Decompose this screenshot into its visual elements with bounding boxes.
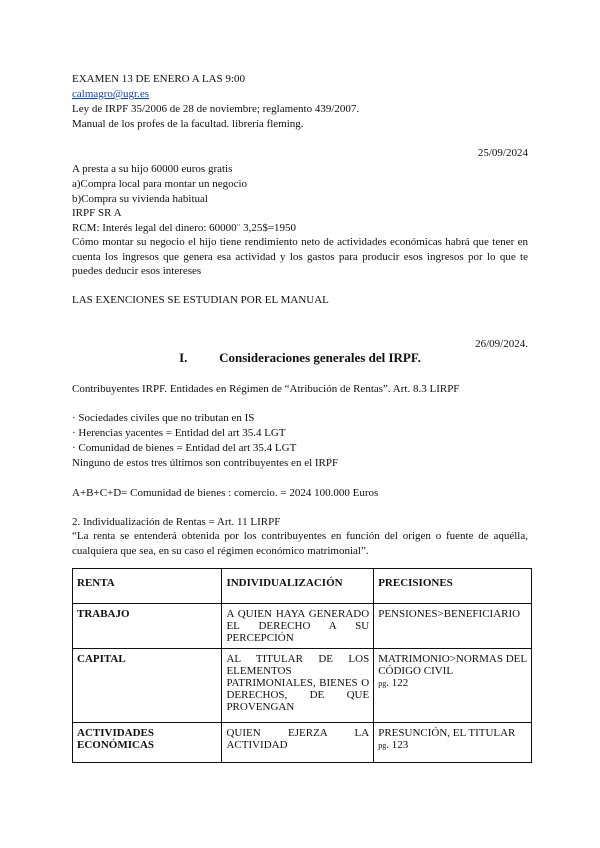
date-25-09: 25/09/2024: [477, 147, 528, 159]
section-number: I.: [179, 350, 188, 365]
precisiones-cell: [374, 649, 532, 723]
exenciones-note: LAS EXENCIONES SE ESTUDIAN POR EL MANUAL: [72, 294, 329, 306]
table-header: RENTA: [73, 569, 222, 604]
section-heading: [0, 350, 600, 366]
text-line: RCM: Interés legal del dinero: 60000¨ 3,25$=1950: [72, 222, 297, 234]
table-header: PRECISIONES: [374, 569, 532, 604]
date-26-09: 26/09/2024.: [475, 338, 528, 350]
paragraph: Cómo montar su negocio el hijo tiene rendimiento neto de actividades económicas habrá que tener en cuenta los ingresos que genera esa actividad y los gastos para producir esos ingresos por lo que te puedes deducir esos intereses: [72, 236, 528, 277]
text-line: IRPF SR A: [72, 207, 122, 219]
individualizacion-cell: QUIEN EJERZA LA ACTIVIDAD: [222, 723, 374, 763]
precisiones-text: PRESUNCIÓN, EL TITULAR: [378, 727, 516, 739]
text-line: A presta a su hijo 60000 euros gratis: [72, 163, 233, 175]
table-row: [73, 604, 532, 649]
text-line: b)Compra su vivienda habitual: [72, 193, 208, 205]
email-link[interactable]: calmagro@ugr.es: [72, 88, 150, 100]
page-number: . 123: [386, 739, 409, 751]
page-abbrev: pg: [378, 679, 387, 688]
list-item: · Comunidad de bienes = Entidad del art 35.4 LGT: [72, 442, 297, 454]
list-item: · Sociedades civiles que no tributan en IS: [72, 412, 255, 424]
individualizacion-cell: A QUIEN HAYA GENERADO EL DERECHO A SU PERCEPCIÓN: [222, 604, 374, 649]
text-line: Ninguno de estos tres últimos son contribuyentes en el IRPF: [72, 457, 339, 469]
text-line: a)Compra local para montar un negocio: [72, 178, 248, 190]
table-header: INDIVIDUALIZACIÓN: [222, 569, 374, 604]
contribuyentes-line: Contribuyentes IRPF. Entidades en Régimen de “Atribución de Rentas”. Art. 8.3 LIRPF: [72, 383, 460, 395]
rentas-table: [72, 568, 532, 763]
law-reference: Ley de IRPF 35/2006 de 28 de noviembre; reglamento 439/2007.: [72, 103, 360, 115]
section-title: Consideraciones generales del IRPF.: [219, 350, 421, 365]
subsection-title: 2. Individualización de Rentas = Art. 11 LIRPF: [72, 516, 281, 528]
renta-cell: ACTIVIDADES ECONÓMICAS: [73, 723, 222, 763]
page-number: . 122: [386, 677, 409, 689]
table-header-row: [73, 569, 532, 604]
precisiones-text: MATRIMONIO>NORMAS DEL CÓDIGO CIVIL: [378, 653, 527, 677]
list-item: · Herencias yacentes = Entidad del art 35.4 LGT: [72, 427, 286, 439]
table-row: [73, 649, 532, 723]
precisiones-cell: [374, 723, 532, 763]
manual-reference: Manual de los profes de la facultad. librería fleming.: [72, 118, 304, 130]
formula-line: A+B+C+D= Comunidad de bienes : comercio. = 2024 100.000 Euros: [72, 487, 379, 499]
page-abbrev: pg: [378, 741, 387, 750]
renta-cell: CAPITAL: [73, 649, 222, 723]
individualizacion-cell: AL TITULAR DE LOS ELEMENTOS PATRIMONIALES, BIENES O DERECHOS, DE QUE PROVENGAN: [222, 649, 374, 723]
quote-paragraph: “La renta se entenderá obtenida por los contribuyentes en función del origen o fuente de aquélla, cualquiera que sea, en su caso el régimen económico matrimonial”.: [72, 530, 528, 557]
renta-cell: TRABAJO: [73, 604, 222, 649]
precisiones-cell: PENSIONES>BENEFICIARIO: [374, 604, 532, 649]
table-row: [73, 723, 532, 763]
exam-date-line: EXAMEN 13 DE ENERO A LAS 9:00: [72, 73, 245, 85]
